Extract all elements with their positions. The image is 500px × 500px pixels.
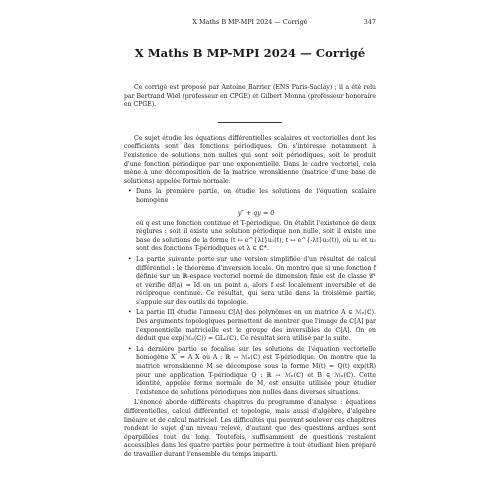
- part-2-text: La partie suivante porte sur une version simplifiée d'un résultat de calcul différentiel : le théorème d'inversion locale. On montre que si une fonction f définie sur un ℝ-espace vectoriel normé de dimension finie est de classe 𝒞¹ et vérifie df(a) = Id en un point a, alors f est localement inversible et de réciproque continue. Ce résultat, qui sera utile dans la troisième partie, s'appuie sur des outils de topologie.: [136, 255, 376, 306]
- page-title: X Maths B MP-MPI 2024 — Corrigé: [134, 46, 366, 60]
- bullet-icon: •: [128, 309, 132, 317]
- equation: y″ + qy = 0: [237, 208, 275, 217]
- section-divider: [218, 122, 282, 123]
- parts-list: [124, 188, 376, 397]
- part-3-text: La partie III étudie l'anneau ℂ[A] des polynômes en un matrice A ∈ ℳₙ(ℂ). Des arguments topologiques permettent de montrer que l'image de ℂ[A] par l'exponentielle matricielle est le groupe des inversibles de ℂ[A]. On en déduit que exp(ℳₙ(ℂ)) = GLₙ(ℂ). Ce résultat sera utilisé par la suite.: [136, 309, 376, 343]
- part-1-rest: où q est une fonction continue et T-périodique. On établit l'existence de deux réglures : soit il existe une solution périodique non nulle, soit il existe une base de solutions de la forme (t ↦ e^{λt}u₁(t), t ↦ e^{-λt}u₂(t)), où u₁ et u₂ sont des fonctions T-périodiques et λ ∈ ℂ*.: [136, 219, 376, 253]
- part-4-text: La dernière partie se focalise sur les solutions de l'équation vectorielle homogène X′ = A X où A : ℝ → ℳₙ(ℂ) est T-périodique. On montre que la matrice wronskienne M se décompose sous la forme M(t) = Q(t) exp(tR) pour une application T-périodique Q : ℝ → ℳₙ(ℂ) et B ∈ ℳₙ(ℂ). Cette identité, appelée forme normale de M, est ensuite utilisée pour étudier l'existence de solutions périodiques non nulles dans diverses situations.: [136, 345, 376, 396]
- list-item: [128, 188, 376, 254]
- intro-paragraph: Ce sujet étudie les équations différentielles scalaires et vectorielles dont les coefficients sont des fonctions périodiques. On s'intéresse notamment à l'existence de solutions non nulles qui sont soit périodiques, soit le produit d'une fonction périodique par une exponentielle. Dans le cadre vectoriel, cela mène à une décomposition de la matrice wronskienne (matrice d'une base de solutions) appelée forme normale.: [124, 134, 376, 185]
- running-header: [124, 18, 376, 30]
- credits-paragraph: Ce corrigé est proposé par Antoine Barrier (ENS Paris-Saclay) ; il a été relu par Bertrand Wiel (professeur en CPGE) et Gilbert Monna (professeur honoraire en CPGE).: [124, 84, 376, 109]
- list-item: [128, 255, 376, 308]
- page-number: 347: [363, 18, 376, 26]
- part-1-lead: Dans la première partie, on étudie les solutions de l'équation scalaire homogène: [136, 188, 376, 204]
- running-title: X Maths B MP-MPI 2024 — Corrigé: [192, 18, 308, 26]
- closing-paragraph: L'énoncé aborde différents chapitres du programme d'analyse : équations différentielles, calcul différentiel et topologie, mais aussi d'algèbre, d'algèbre linéaire et de calcul matriciel. Les difficultés qui peuvent soulever ces chapitres rendent le sujet d'un niveau relevé, d'autant que des questions ardues sont éparpillées tout du long. Toutefois, suffisamment de questions restaient accessibles dans les quatre parties pour permettre à tout étudiant bien préparé de travailler durant l'ensemble du temps imparti.: [124, 399, 376, 458]
- list-item: [128, 309, 376, 343]
- bullet-icon: •: [128, 255, 132, 263]
- bullet-icon: •: [128, 345, 132, 353]
- list-item: [128, 345, 376, 398]
- bullet-icon: •: [128, 188, 132, 196]
